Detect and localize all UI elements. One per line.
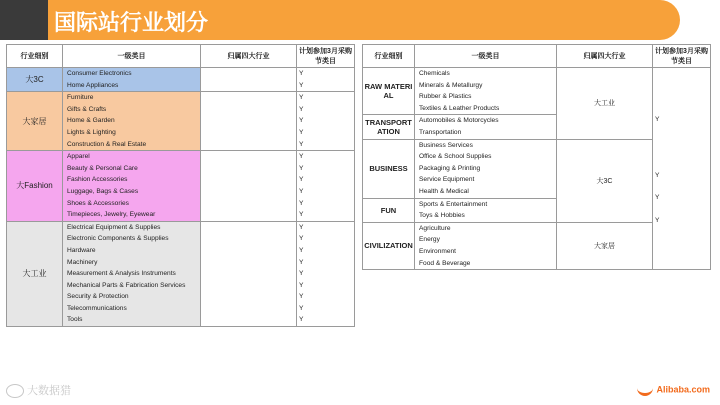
alibaba-logo — [637, 384, 710, 396]
flag-value: Y — [299, 128, 304, 136]
list-item: Home & Garden — [67, 117, 115, 125]
list-item: Transportation — [419, 128, 462, 136]
header-plan: 计划参加3月采购节类目 — [297, 45, 355, 68]
list-item: Measurement & Analysis Instruments — [67, 270, 176, 278]
header-industry: 归属四大行业 — [557, 45, 653, 68]
alibaba-smile-icon — [637, 384, 653, 396]
category-cell: 大家居 — [7, 92, 63, 151]
list-item: Energy — [419, 236, 440, 244]
list-item: Beauty & Personal Care — [67, 164, 138, 172]
list-item: Toys & Hobbies — [419, 212, 465, 220]
list-item: Telecommunications — [67, 304, 127, 312]
items-cell — [415, 139, 557, 198]
flag-value: Y — [299, 223, 304, 231]
flag-value: Y — [299, 105, 304, 113]
category-cell: CIVILIZATION — [363, 222, 415, 269]
list-item: Home Appliances — [67, 81, 119, 89]
table-row — [7, 151, 355, 222]
list-item: Machinery — [67, 258, 98, 266]
category-cell: 大工业 — [7, 221, 63, 326]
header-category: 行业细别 — [7, 45, 63, 68]
flag-value: Y — [299, 270, 304, 278]
list-item: Apparel — [67, 153, 90, 161]
category-cell: RAW MATERIAL — [363, 68, 415, 115]
list-item: Electrical Equipment & Supplies — [67, 223, 161, 231]
flag-value: Y — [299, 187, 304, 195]
flag-value: Y — [655, 116, 660, 123]
flag-cell — [297, 92, 355, 151]
industry-cell: 大3C — [557, 139, 653, 222]
list-item: Textiles & Leather Products — [419, 104, 500, 112]
flag-value: Y — [299, 246, 304, 254]
flag-value: Y — [299, 316, 304, 324]
alibaba-logo-text: Alibaba.com — [656, 384, 710, 395]
items-cell — [63, 221, 201, 326]
header-industry: 归属四大行业 — [201, 45, 297, 68]
list-item: Office & School Supplies — [419, 153, 492, 161]
header-first-level: 一级类目 — [415, 45, 557, 68]
flag-value: Y — [655, 171, 660, 179]
list-item: Rubber & Plastics — [419, 93, 472, 101]
list-item: Consumer Electronics — [67, 70, 132, 77]
flag-value: Y — [299, 258, 304, 266]
category-cell: FUN — [363, 198, 415, 222]
flag-value: Y — [655, 194, 660, 202]
list-item: Minerals & Metallurgy — [419, 81, 483, 89]
industry-table-right — [362, 44, 711, 270]
flag-value: Y — [299, 81, 304, 89]
list-item: Health & Medical — [419, 187, 469, 195]
items-cell — [63, 68, 201, 92]
industry-cell: 大工业 — [557, 68, 653, 140]
list-item: Lights & Lighting — [67, 128, 116, 136]
flag-value: Y — [299, 164, 304, 172]
table-row — [7, 92, 355, 151]
list-item: Sports & Entertainment — [419, 200, 488, 208]
items-cell — [63, 151, 201, 222]
flag-cell — [297, 221, 355, 326]
flag-value: Y — [299, 235, 304, 243]
list-item: Chemicals — [419, 70, 450, 77]
flag-value: Y — [299, 281, 304, 289]
industry-cell — [201, 221, 297, 326]
category-cell: TRANSPORTATION — [363, 115, 415, 139]
flag-value: Y — [299, 94, 304, 102]
list-item: Packaging & Printing — [419, 164, 481, 172]
flag-value: Y — [299, 117, 304, 125]
items-cell — [415, 198, 557, 222]
flag-value: Y — [299, 176, 304, 184]
list-item: Timepieces, Jewelry, Eyewear — [67, 211, 156, 219]
list-item: Tools — [67, 316, 83, 324]
header-plan: 计划参加3月采购节类目 — [653, 45, 711, 68]
flag-value: Y — [299, 153, 304, 161]
flag-value: Y — [299, 211, 304, 219]
industry-cell — [201, 68, 297, 92]
list-item: Environment — [419, 247, 457, 255]
items-cell — [415, 115, 557, 139]
items-cell — [415, 222, 557, 269]
flag-value: Y — [299, 140, 304, 148]
table-row — [7, 221, 355, 326]
watermark-text: 大数据猎 — [27, 385, 71, 397]
items-cell — [415, 68, 557, 115]
flag-value: Y — [299, 293, 304, 301]
table-row — [7, 68, 355, 92]
list-item: Mechanical Parts & Fabrication Services — [67, 281, 186, 289]
list-item: Hardware — [67, 246, 96, 254]
header-category: 行业细别 — [363, 45, 415, 68]
flag-value: Y — [299, 199, 304, 207]
category-cell: BUSINESS — [363, 139, 415, 198]
title-accent-block — [0, 0, 48, 40]
flag-cell — [297, 68, 355, 92]
page-title: 国际站行业划分 — [54, 10, 209, 35]
flag-value: Y — [655, 216, 660, 224]
industry-cell — [201, 151, 297, 222]
category-cell: 大Fashion — [7, 151, 63, 222]
list-item: Luggage, Bags & Cases — [67, 187, 139, 195]
table-row — [363, 68, 711, 115]
list-item: Service Equipment — [419, 176, 475, 184]
header-first-level: 一级类目 — [63, 45, 201, 68]
flag-value: Y — [299, 304, 304, 312]
flag-cell — [297, 151, 355, 222]
flag-cell — [653, 68, 711, 270]
flag-value: Y — [299, 70, 304, 77]
title-banner — [0, 0, 680, 40]
list-item: Agriculture — [419, 224, 451, 232]
category-cell: 大3C — [7, 68, 63, 92]
watermark-icon — [6, 384, 24, 398]
list-item: Food & Beverage — [419, 259, 471, 267]
list-item: Security & Protection — [67, 293, 129, 301]
list-item: Construction & Real Estate — [67, 140, 147, 148]
list-item: Shoes & Accessories — [67, 199, 129, 207]
industry-cell — [201, 92, 297, 151]
list-item: Gifts & Crafts — [67, 105, 107, 113]
list-item: Fashion Accessories — [67, 176, 128, 184]
list-item: Automobiles & Motorcycles — [419, 117, 499, 125]
industry-table-left — [6, 44, 355, 327]
items-cell — [63, 92, 201, 151]
list-item: Business Services — [419, 141, 473, 149]
list-item: Furniture — [67, 94, 94, 102]
list-item: Electronic Components & Supplies — [67, 235, 169, 243]
watermark-logo — [6, 382, 71, 398]
industry-cell: 大家居 — [557, 222, 653, 269]
